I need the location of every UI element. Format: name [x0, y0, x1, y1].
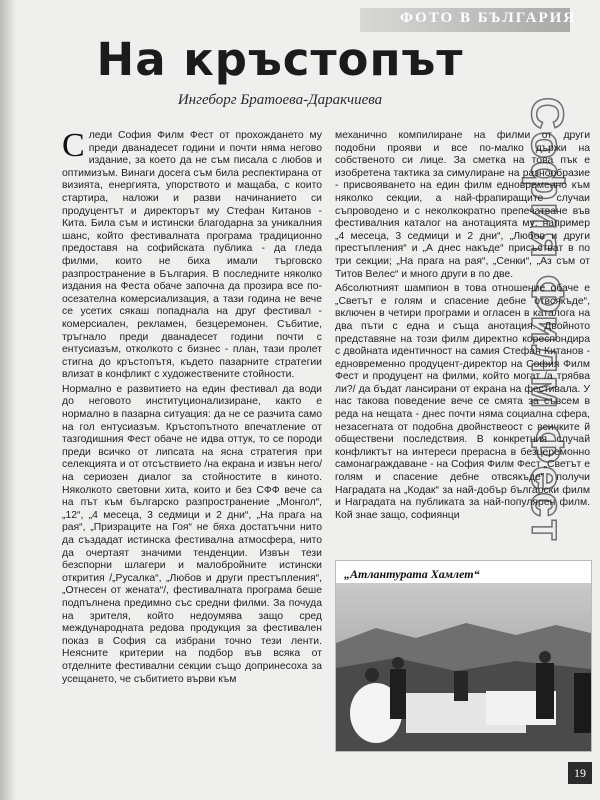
page-number: 19	[568, 762, 592, 784]
drop-cap: С	[62, 127, 85, 164]
paragraph-1-text: леди София Филм Фест от прохождането му преди дванадесет години и почти няма негово издание, за което да не съм писала с любов и оптимизъм. Винаги досега съм била респектирана от визията, енергията, упорството и мащаба, с които стартира, наложи и разви начинанието си продуцентът и директорът му Стефан Китанов - Кита. Била съм и истински благодарна за уникалния шанс, който фестивалната програма традиционно предоставя на софийската публика - да гледа филми, които не биха имали търговско разпространение в България. В последните няколко издания на Феста обаче започна да прозира все по-осезателна комерсиализация, а тази година не вече се усетих сякаш попаднала на друг фестивал - комерсиален, рекламен, безцеремонен. Събитие, тръгнало преди дванадесет години почти с ентусиазъм, отколкото с бизнес - план, тази пролет стигна до кръстопътя, където пазарните стратегии влизат в конфликт с художествените стойности.	[62, 130, 322, 381]
page-gutter-shadow	[0, 0, 16, 800]
paragraph-1	[62, 127, 322, 382]
article-column-right	[335, 130, 590, 524]
article-title: На кръстопът	[96, 33, 464, 86]
paragraph-2: Нормално е развитието на един фестивал да води до неговото институционализиране, както е нормално в пазарна ситуация: да не се разчита само на гол ентусиазъм. Кръстопътното впечатление от тазгодишния Фест обаче не идва оттук, то се породи преди всичко от липсата на ясна стратегия при селекцията и от отсъствието /на екрана и извън него/ на сериозен диалог за стойностите в киното. Няколкото световни хита, които и без СФФ вече са на път към българско разпространение „Монгол“, „12“, „4 месеца, 3 седмици и 2 дни“, „На прага на рая“, „Призраците на Гоя“ не бяха достатъчни нито да създадат истинска фестивална атмосфера, нито да очертаят значими тенденции. Извън тези безспорни шлагери и малобройните истински открития /„Русалка“, „Любов и други престъпления“, „Отнесен от жената“/, фестивалната програма беше подпълнена предимно със средни филми. За почуда на зрителя, който недоумява защо сред международната редова продукция за фестивален показ в София са избрани точно тези ленти. Неясните критерии на подбор във всяка от отделните фестивални секции също допринесоха за усещането, че събитието върви към	[62, 383, 322, 685]
section-label: ФОТО В БЪЛГАРИЯ	[400, 10, 577, 26]
film-still-photo	[336, 583, 591, 751]
paragraph-3: механично компилиране на филми от други подобни прояви и все по-малко държи на собственото си лице. За сметка на това пък е изобретена тактика за симулиране на разнообразие - присвояването на един филм едновременно към няколко секции, а най-фрапиращите случаи съпроводено и с неколкократно препечатване във фестивалния каталог на анотацията му: например „4 месеца, 3 седмици и 2 дни“, „Любов и други престъпления“ и „А днес накъде“ присъстват в по три секции; „На прага на рая“, „Сенки“, „Аз съм от Титов Велес“ и много други в по две.	[335, 130, 590, 280]
paragraph-4: Абсолютният шампион в това отношение обаче е „Светът е голям и спасение дебне отвсякъде“, включен в четири програми и огласен в каталога на два пъти с една и съща анотация. Двойното представяне на този филм директно кореспондира с двойната идентичност на самия Стефан Китанов - едновременно продуцент-директор на София Филм Фест и продуцент на филми, който могат /а трябва ли?/ да бъдат лансирани от екрана на фестивала. У нас такова поведение вече се смята за съвсем в реда на нещата - днес почти няма социална сфера, незасегната от подобна двойнствеост с всичките й обществени последствия. В конкретния случай конфликтът на интереси прерасна в безцеремонно самонаграждаване - на София Филм Фест „Светът е голям и спасение дебне отвсякъде“ получи Наградата на „Кодак“ за най-добър български филм и Наградата на публиката за най-популярен филм. Кой знае защо, софиянци	[335, 283, 590, 521]
photo-caption: „Атлантурата Хамлет“	[344, 567, 480, 581]
film-still-figure	[335, 560, 592, 752]
article-author: Ингеборг Братоева-Даракчиева	[177, 92, 383, 108]
article-column-left	[62, 127, 322, 688]
festival-banner-text: София Филм Фест	[522, 96, 573, 544]
